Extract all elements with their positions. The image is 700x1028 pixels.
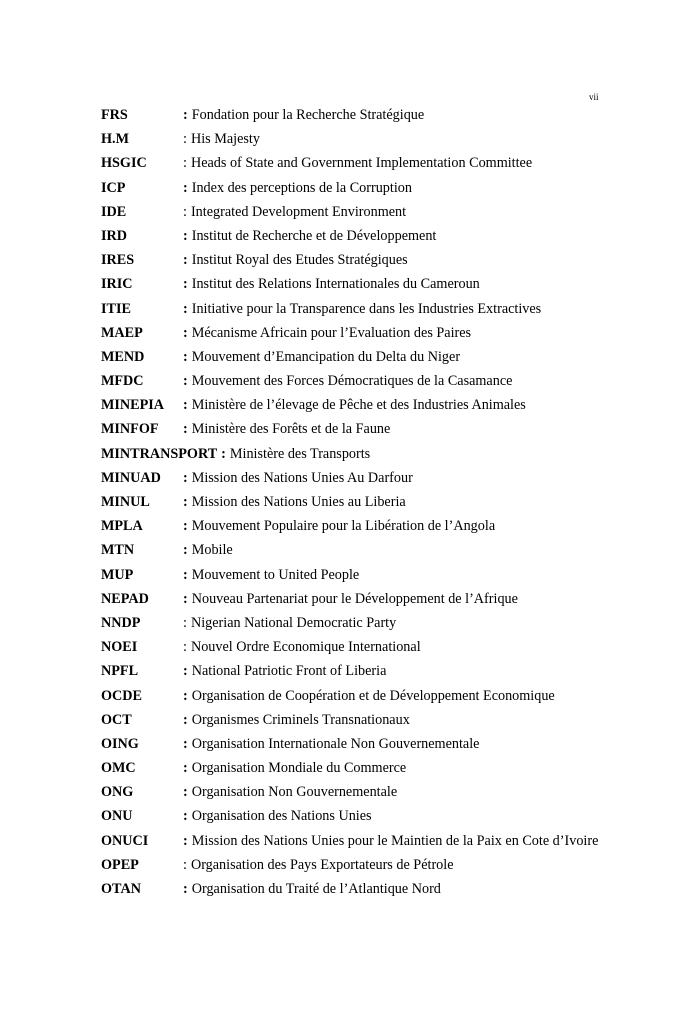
abbreviation-entry (101, 806, 598, 830)
abbreviation: MINUAD (101, 469, 161, 486)
definition: Institut de Recherche et de Développement (191, 227, 437, 244)
abbreviation: MEND (101, 348, 145, 365)
abbreviation: MUP (101, 566, 134, 583)
definition: Ministère des Transports (229, 445, 371, 462)
abbreviation-list (101, 105, 598, 903)
separator-colon: : (183, 421, 188, 438)
abbreviation: NPFL (101, 663, 139, 680)
abbreviation-entry (101, 831, 598, 855)
abbreviation-entry (101, 879, 598, 903)
abbreviation: MINUL (101, 494, 150, 510)
abbreviation: IRES (101, 252, 135, 269)
abbreviation-entry (101, 637, 598, 661)
definition: Fondation pour la Recherche Stratégique (191, 107, 425, 123)
separator-colon: : (183, 784, 188, 801)
abbreviation: ONU (101, 808, 133, 825)
abbreviation: NEPAD (101, 590, 149, 607)
abbreviation: ONG (101, 784, 134, 801)
definition: Mouvement des Forces Démocratiques de la Casamance (191, 373, 513, 390)
definition: Institut des Relations Internationales du Cameroun (191, 276, 480, 293)
abbreviation: OTAN (101, 881, 141, 897)
definition: Organisation Non Gouvernementale (191, 784, 398, 801)
definition: Organismes Criminels Transnationaux (191, 711, 410, 728)
abbreviation: IRD (101, 227, 128, 244)
abbreviation: NOEI (101, 639, 138, 656)
definition: Heads of State and Government Implementation Committee (190, 155, 533, 172)
abbreviation: MPLA (101, 518, 143, 535)
separator-colon: : (183, 856, 187, 873)
abbreviation-entry (101, 419, 598, 443)
abbreviation-entry (101, 613, 598, 637)
abbreviation-entry (101, 347, 598, 371)
definition: National Patriotic Front of Liberia (191, 663, 387, 680)
abbreviation-entry (101, 565, 598, 589)
separator-colon: : (183, 397, 188, 414)
separator-colon: : (183, 639, 187, 656)
definition: His Majesty (190, 131, 260, 148)
separator-colon: : (183, 566, 188, 583)
abbreviation-entry (101, 323, 598, 347)
abbreviation: OCDE (101, 687, 142, 704)
definition: Organisation des Nations Unies (191, 808, 372, 825)
abbreviation-entry (101, 661, 598, 685)
abbreviation: MTN (101, 542, 135, 559)
definition: Mission des Nations Unies au Liberia (191, 494, 406, 510)
separator-colon: : (183, 469, 188, 486)
definition: Mécanisme Africain pour l’Evaluation des Paires (191, 324, 472, 341)
abbreviation-entry (101, 734, 598, 758)
abbreviation-entry (101, 710, 598, 734)
abbreviation: MINEPIA (101, 397, 165, 414)
definition: Mouvement to United People (191, 566, 360, 583)
abbreviation: ITIE (101, 300, 131, 317)
abbreviation-entry (101, 250, 598, 274)
abbreviation-entry (101, 202, 598, 226)
definition: Mouvement Populaire pour la Libération de l’Angola (191, 518, 496, 535)
abbreviation: OING (101, 735, 139, 752)
separator-colon: : (183, 542, 188, 559)
definition: Nouvel Ordre Economique International (190, 639, 421, 656)
separator-colon: : (183, 832, 188, 849)
separator-colon: : (183, 663, 188, 680)
abbreviation: FRS (101, 107, 128, 123)
abbreviation: MFDC (101, 373, 144, 390)
abbreviation-entry (101, 589, 598, 613)
separator-colon: : (183, 735, 188, 752)
definition: Mission des Nations Unies Au Darfour (191, 469, 413, 486)
abbreviation: ICP (101, 179, 126, 196)
abbreviation-entry (101, 395, 598, 419)
abbreviation-entry (101, 178, 598, 202)
abbreviation-entry (101, 371, 598, 395)
abbreviation: IDE (101, 203, 127, 220)
abbreviation: IRIC (101, 276, 133, 293)
separator-colon: : (183, 324, 188, 341)
separator-colon: : (183, 760, 188, 777)
abbreviation: MINTRANSPORT (101, 445, 218, 462)
separator-colon: : (183, 107, 188, 123)
definition: Initiative pour la Transparence dans les Industries Extractives (191, 300, 542, 317)
separator-colon: : (183, 711, 188, 728)
abbreviation-entry (101, 516, 598, 540)
separator-colon: : (183, 687, 188, 704)
definition: Ministère des Forêts et de la Faune (191, 421, 391, 438)
separator-colon: : (183, 203, 187, 220)
definition: Ministère de l’élevage de Pêche et des Industries Animales (191, 397, 526, 414)
abbreviation: HSGIC (101, 155, 147, 172)
abbreviation-entry (101, 129, 598, 153)
separator-colon: : (183, 348, 188, 365)
definition: Organisation Internationale Non Gouvernementale (191, 735, 480, 752)
abbreviation: ONUCI (101, 832, 149, 849)
abbreviation: H.M (101, 131, 129, 148)
abbreviation: MAEP (101, 324, 143, 341)
separator-colon: : (183, 155, 187, 172)
definition: Organisation Mondiale du Commerce (191, 760, 407, 777)
separator-colon: : (183, 518, 188, 535)
definition: Organisation du Traité de l’Atlantique Nord (191, 881, 441, 897)
separator-colon: : (183, 227, 188, 244)
abbreviation-entry (101, 855, 598, 879)
abbreviation-entry (101, 686, 598, 710)
separator-colon: : (183, 590, 188, 607)
abbreviation: NNDP (101, 614, 141, 631)
abbreviation-entry (101, 105, 598, 129)
abbreviation-entry (101, 492, 598, 516)
separator-colon: : (183, 614, 187, 631)
definition: Mouvement d’Emancipation du Delta du Niger (191, 348, 461, 365)
abbreviation-entry (101, 444, 598, 468)
definition: Index des perceptions de la Corruption (191, 179, 412, 196)
abbreviation: OCT (101, 711, 132, 728)
definition: Integrated Development Environment (190, 203, 407, 220)
abbreviation: OMC (101, 760, 136, 777)
abbreviation-entry (101, 758, 598, 782)
definition: Nouveau Partenariat pour le Développement de l’Afrique (191, 590, 518, 607)
separator-colon: : (183, 131, 187, 148)
definition: Mission des Nations Unies pour le Maintien de la Paix en Cote d’Ivoire (191, 832, 599, 849)
definition: Nigerian National Democratic Party (190, 614, 397, 631)
abbreviation-entry (101, 153, 598, 177)
abbreviation: MINFOF (101, 421, 159, 438)
separator-colon: : (183, 252, 188, 269)
abbreviation-entry (101, 782, 598, 806)
definition: Organisation des Pays Exportateurs de Pétrole (190, 856, 454, 873)
definition: Institut Royal des Etudes Stratégiques (191, 252, 408, 269)
separator-colon: : (183, 373, 188, 390)
separator-colon: : (183, 179, 188, 196)
separator-colon: : (183, 881, 188, 897)
abbreviation-entry (101, 299, 598, 323)
page-number: vii (589, 92, 599, 102)
abbreviation-entry (101, 540, 598, 564)
separator-colon: : (183, 494, 188, 510)
abbreviation: OPEP (101, 856, 139, 873)
separator-colon: : (183, 276, 188, 293)
abbreviation-entry (101, 274, 598, 298)
separator-colon: : (183, 300, 188, 317)
abbreviation-entry (101, 468, 598, 492)
separator-colon: : (183, 808, 188, 825)
abbreviation-entry (101, 226, 598, 250)
definition: Organisation de Coopération et de Développement Economique (191, 687, 555, 704)
separator-colon: : (221, 445, 226, 462)
definition: Mobile (191, 542, 233, 559)
